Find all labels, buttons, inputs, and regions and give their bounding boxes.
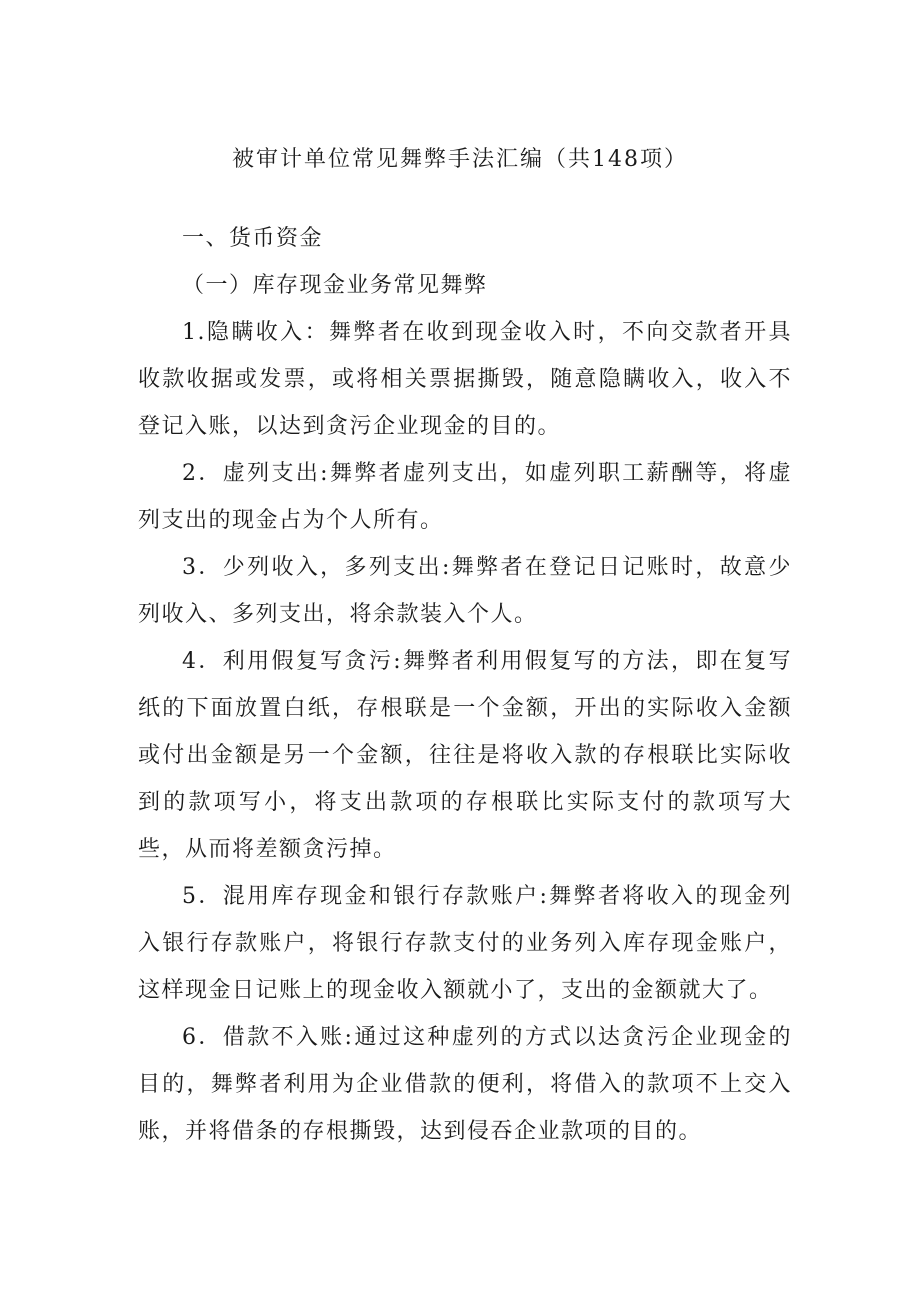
subsection-heading: （一）库存现金业务常见舞弊 — [182, 273, 488, 298]
paragraph-2: 2．虚列支出:舞弊者虚列支出，如虚列职工薪酬等，将虚列支出的现金占为个人所有。 — [138, 461, 792, 533]
document-title: 被审计单位常见舞弊手法汇编（共148项） — [232, 147, 688, 172]
paragraph-1: 1.隐瞒收入：舞弊者在收到现金收入时，不向交款者开具收款收据或发票，或将相关票据撕毁，随意隐瞒收入，收入不登记入账，以达到贪污企业现金的目的。 — [138, 320, 792, 439]
paragraph-4: 4．利用假复写贪污:舞弊者利用假复写的方法，即在复写纸的下面放置白纸，存根联是一个金额，开出的实际收入金额或付出金额是另一个金额，往往是将收入款的存根联比实际收到的款项写小，将支出款项的存根联比实际支付的款项写大些，从而将差额贪污掉。 — [138, 649, 792, 862]
section-heading: 一、货币资金 — [182, 226, 324, 251]
document-body — [138, 215, 792, 1155]
paragraph-5: 5．混用库存现金和银行存款账户:舞弊者将收入的现金列入银行存款账户，将银行存款支付的业务列入库存现金账户，这样现金日记账上的现金收入额就小了，支出的金额就大了。 — [138, 884, 792, 1003]
paragraph-6: 6．借款不入账:通过这种虚列的方式以达贪污企业现金的目的，舞弊者利用为企业借款的便利，将借入的款项不上交入账，并将借条的存根撕毁，达到侵吞企业款项的目的。 — [138, 1025, 792, 1144]
paragraph-3: 3．少列收入，多列支出:舞弊者在登记日记账时，故意少列收入、多列支出，将余款装入个人。 — [138, 555, 792, 627]
